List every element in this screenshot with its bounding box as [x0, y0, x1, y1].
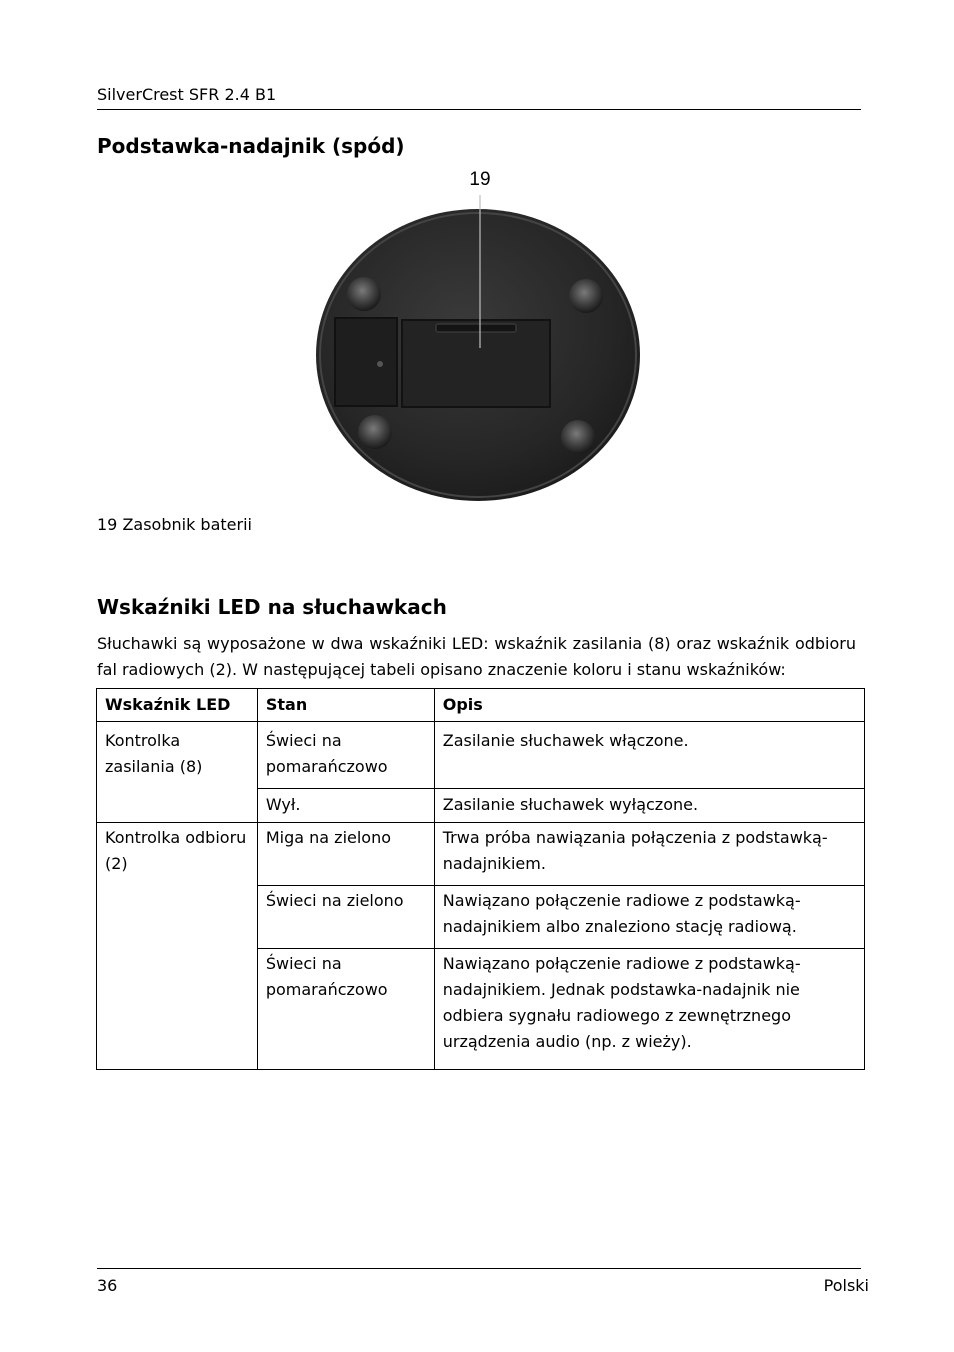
rubber-foot-icon [561, 420, 595, 454]
description-cell: Zasilanie słuchawek wyłączone. [434, 789, 864, 823]
state-cell: Miga na zielono [257, 823, 434, 886]
footer-language: Polski [823, 1276, 869, 1295]
footer-rule [97, 1268, 861, 1269]
description-cell: Nawiązano połączenie radiowe z podstawką-nadajnikiem. Jednak podstawka-nadajnik nie odbiera sygnału radiowego z zewnętrznego urządzenia audio (np. z wieży). [434, 949, 864, 1070]
figure-caption: 19 Zasobnik baterii [97, 515, 252, 534]
page-number: 36 [97, 1276, 118, 1295]
state-cell: Wył. [257, 789, 434, 823]
table-header-row [97, 689, 865, 722]
header-description: Opis [434, 689, 864, 722]
side-panel [335, 318, 397, 406]
callout-number: 19 [469, 169, 491, 190]
state-cell: Świeci na pomarańczowo [257, 722, 434, 789]
document-header: SilverCrest SFR 2.4 B1 [97, 85, 277, 104]
state-cell: Świeci na zielono [257, 886, 434, 949]
led-name-cell: Kontrolka zasilania (8) [97, 722, 258, 823]
description-cell: Trwa próba nawiązania połączenia z podstawką-nadajnikiem. [434, 823, 864, 886]
description-cell: Nawiązano połączenie radiowe z podstawką-nadajnikiem albo znaleziono stację radiową. [434, 886, 864, 949]
table-row [97, 722, 865, 789]
battery-compartment [402, 320, 550, 407]
state-cell: Świeci na pomarańczowo [257, 949, 434, 1070]
section-title-led: Wskaźniki LED na słuchawkach [97, 595, 447, 619]
header-led: Wskaźnik LED [97, 689, 258, 722]
header-state: Stan [257, 689, 434, 722]
header-rule [97, 109, 861, 110]
transmitter-base-bottom-photo [300, 165, 660, 510]
battery-cover-latch [436, 324, 516, 332]
led-name-cell: Kontrolka odbioru (2) [97, 823, 258, 1070]
rubber-foot-icon [358, 415, 392, 449]
table-row [97, 823, 865, 886]
rubber-foot-icon [347, 277, 381, 311]
description-cell: Zasilanie słuchawek włączone. [434, 722, 864, 789]
rubber-foot-icon [569, 279, 603, 313]
section-title-base-bottom: Podstawka-nadajnik (spód) [97, 134, 405, 158]
intro-paragraph: Słuchawki są wyposażone w dwa wskaźniki LED: wskaźnik zasilania (8) oraz wskaźnik odbioru fal radiowych (2). W następującej tabeli opisano znaczenie koloru i stanu wskaźników: [97, 634, 856, 679]
led-indicator-table [96, 688, 865, 1070]
